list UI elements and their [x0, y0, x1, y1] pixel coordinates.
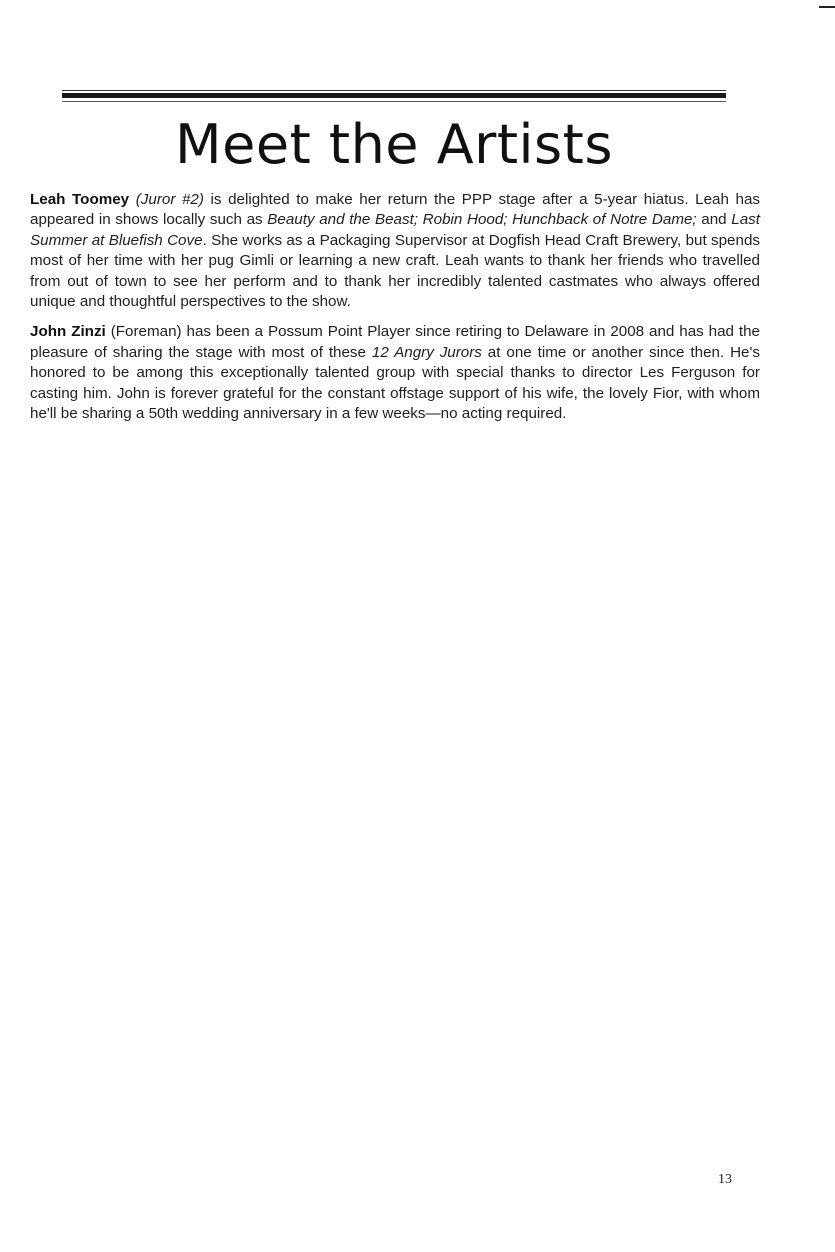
bio-name: Leah Toomey [30, 191, 130, 208]
page-title: Meet the Artists [175, 113, 613, 176]
header-rule-thick [62, 93, 726, 98]
bio-text: has been a Possum Point Player since retiring to Delaware in 2008 and has had the pleasure of sharing the stage with most of these [30, 323, 761, 361]
bio-show-titles: Beauty and the Beast; Robin Hood; Hunchback of Notre Dame; [267, 211, 697, 229]
corner-mark [819, 6, 835, 8]
bio-text: . She works as a Packaging Supervisor at Dogfish Head Craft Brewery, but spends most of her time with her pug Gimli or learning a new craft. Leah wants to thank her friends who travelled from out of town to see her perform and to thank her incredibly talented castmates who always offered unique and thoughtful perspectives to the show. [30, 231, 760, 311]
page-number: 13 [718, 1172, 732, 1187]
bio-paragraph-leah-toomey [30, 190, 760, 312]
bio-list [30, 190, 760, 434]
bio-role: (Foreman) [105, 323, 182, 341]
header-rule-thin-bottom [62, 101, 726, 102]
bio-role: (Juror #2) [135, 191, 204, 208]
bio-show-title: 12 Angry Jurors [371, 343, 482, 361]
bio-paragraph-john-zinzi [30, 322, 760, 424]
header-rule-thin-top [62, 90, 726, 91]
bio-text: is delighted to make her return the PPP stage after a 5-year hiatus. Leah has appeared in shows locally such as [30, 191, 760, 229]
bio-show-title: Last Summer at Bluefish Cove [30, 211, 760, 249]
header-rule [62, 90, 726, 102]
bio-text: and [696, 211, 732, 229]
bio-text: at one time or another since then. He's honored to be among this exceptionally talented group with special thanks to director Les Ferguson for casting him. John is forever grateful for the constant offstage support of his wife, the lovely Fior, with whom he'll be sharing a 50th wedding anniversary in a few weeks—no acting required. [30, 343, 760, 423]
bio-name: John Zinzi [30, 323, 106, 341]
